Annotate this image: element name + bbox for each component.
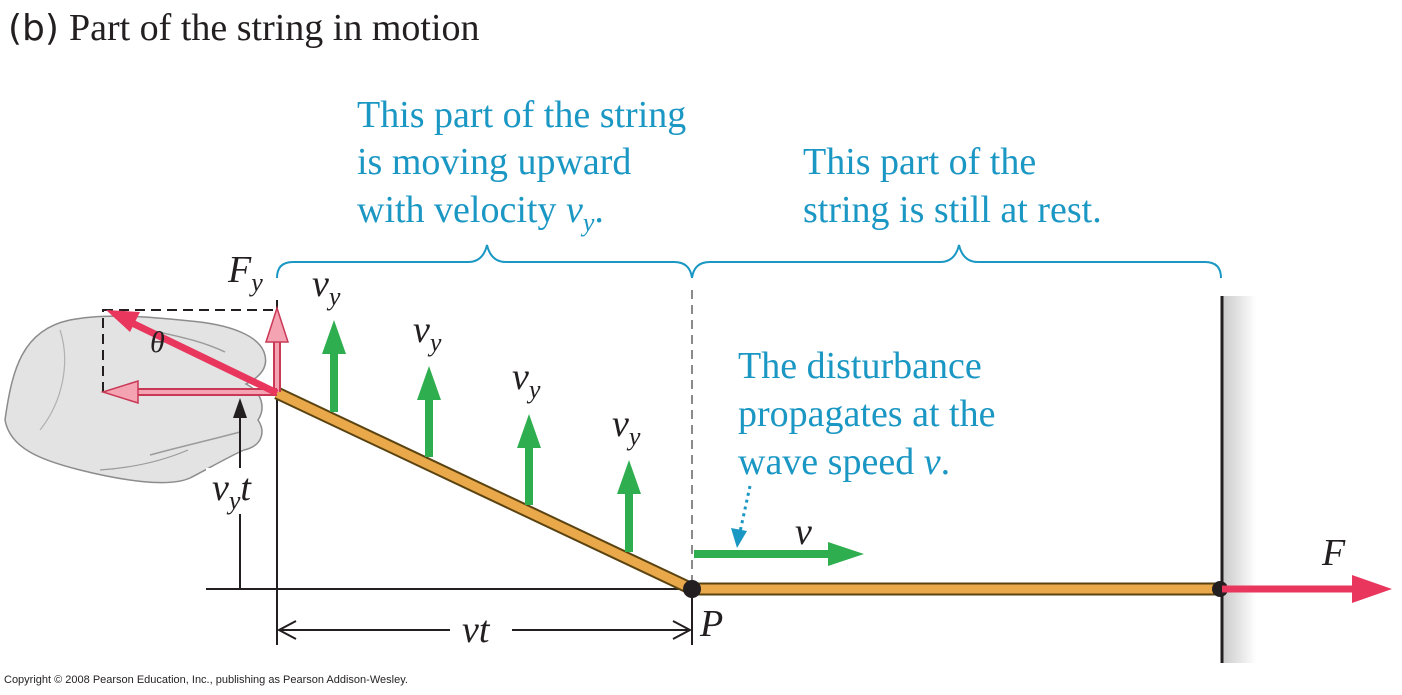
velocity-arrow-4 bbox=[617, 460, 641, 552]
dotted-pointer-arrow bbox=[731, 486, 750, 548]
force-y-symbol: F bbox=[228, 249, 252, 291]
velocity-label-1-subscript: y bbox=[328, 282, 341, 311]
point-p-label: P bbox=[700, 603, 724, 645]
force-label: F bbox=[1322, 532, 1346, 574]
brace-moving bbox=[277, 245, 692, 278]
caption-rest-line-1: This part of the bbox=[803, 141, 1037, 183]
force-y-label bbox=[227, 249, 263, 297]
figure-title bbox=[8, 7, 480, 49]
point-p-marker bbox=[683, 580, 701, 598]
brace-rest bbox=[692, 245, 1221, 278]
caption-rest bbox=[803, 141, 1102, 231]
figure-label: (b) bbox=[8, 8, 59, 49]
caption-moving-line-3 bbox=[357, 189, 604, 237]
figure-title-text: Part of the string in motion bbox=[68, 7, 480, 49]
angle-theta-icon: θ bbox=[150, 326, 165, 359]
velocity-label-4-symbol: v bbox=[612, 403, 629, 445]
velocity-label-3-symbol: v bbox=[512, 356, 529, 398]
caption-disturbance-line-3 bbox=[738, 441, 950, 483]
caption-disturbance-end: . bbox=[940, 441, 951, 483]
caption-disturbance-symbol: v bbox=[923, 441, 941, 483]
caption-moving-line-1: This part of the string bbox=[357, 94, 687, 136]
distance-label: vt bbox=[462, 609, 490, 651]
caption-moving-line-2: is moving upward bbox=[357, 141, 632, 183]
velocity-label-1 bbox=[312, 263, 341, 311]
force-y-subscript: y bbox=[251, 268, 263, 297]
wall-icon bbox=[1222, 296, 1256, 663]
caption-disturbance-line-1: The disturbance bbox=[738, 345, 982, 387]
velocity-label-3-subscript: y bbox=[528, 375, 541, 404]
caption-moving-text: with velocity bbox=[357, 189, 566, 231]
caption-rest-line-2: string is still at rest. bbox=[803, 189, 1102, 231]
displacement-t: t bbox=[240, 467, 251, 509]
velocity-label-4 bbox=[612, 403, 641, 451]
caption-disturbance bbox=[738, 345, 995, 483]
velocity-label-2 bbox=[413, 309, 442, 357]
caption-disturbance-text: wave speed bbox=[738, 441, 924, 483]
caption-disturbance-line-2: propagates at the bbox=[738, 393, 996, 435]
velocity-label-3 bbox=[512, 356, 541, 404]
wave-speed-label: v bbox=[795, 511, 812, 553]
displacement-subscript: y bbox=[228, 486, 241, 515]
velocity-label-4-subscript: y bbox=[628, 422, 641, 451]
wave-speed-arrow bbox=[694, 542, 864, 566]
velocity-arrow-2 bbox=[417, 366, 441, 457]
velocity-label-2-symbol: v bbox=[413, 309, 430, 351]
caption-moving bbox=[357, 94, 686, 237]
velocity-label-1-symbol: v bbox=[312, 263, 329, 305]
caption-moving-symbol: v bbox=[565, 189, 583, 231]
copyright-notice: Copyright © 2008 Pearson Education, Inc., publishing as Pearson Addison-Wesley. bbox=[4, 674, 408, 686]
caption-moving-subscript: y bbox=[582, 208, 595, 237]
displacement-v: v bbox=[212, 467, 229, 509]
velocity-label-2-subscript: y bbox=[429, 328, 442, 357]
force-y-component-arrow bbox=[266, 308, 288, 392]
velocity-arrow-3 bbox=[517, 414, 541, 505]
velocity-arrow-1 bbox=[322, 320, 346, 412]
caption-moving-end: . bbox=[594, 189, 604, 231]
